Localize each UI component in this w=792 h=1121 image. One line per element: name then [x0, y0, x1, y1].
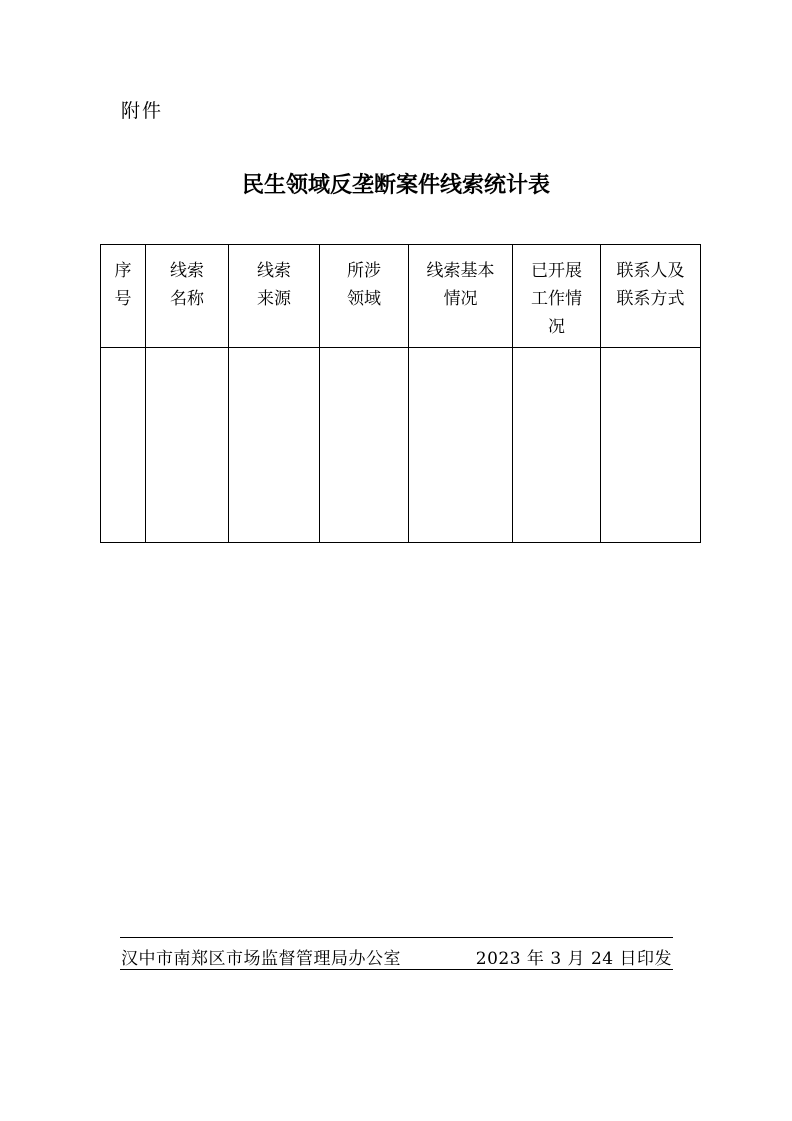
attachment-label: 附件: [121, 100, 164, 122]
table-cell: [101, 348, 146, 543]
table-row: [101, 348, 701, 543]
col-header-serial: 序 号: [101, 245, 146, 348]
col-header-work-done: 已开展 工作情 况: [513, 245, 601, 348]
page-title: 民生领域反垄断案件线索统计表: [241, 173, 550, 198]
footer-divider-bottom: [120, 969, 673, 970]
issuing-office: 汉中市南郑区市场监督管理局办公室: [121, 949, 401, 969]
col-header-clue-name: 线索 名称: [146, 245, 229, 348]
table-cell: [409, 348, 513, 543]
table-header-row: [101, 245, 701, 348]
table-cell: [229, 348, 320, 543]
clue-statistics-table: [100, 244, 701, 543]
footer-divider-top: [120, 937, 673, 938]
col-header-clue-source: 线索 来源: [229, 245, 320, 348]
table-cell: [513, 348, 601, 543]
col-header-basic-info: 线索基本 情况: [409, 245, 513, 348]
col-header-contact: 联系人及 联系方式: [601, 245, 701, 348]
table-cell: [146, 348, 229, 543]
table-cell: [601, 348, 701, 543]
table-cell: [320, 348, 409, 543]
issue-date: 2023 年 3 月 24 日印发: [475, 949, 672, 969]
col-header-field: 所涉 领域: [320, 245, 409, 348]
